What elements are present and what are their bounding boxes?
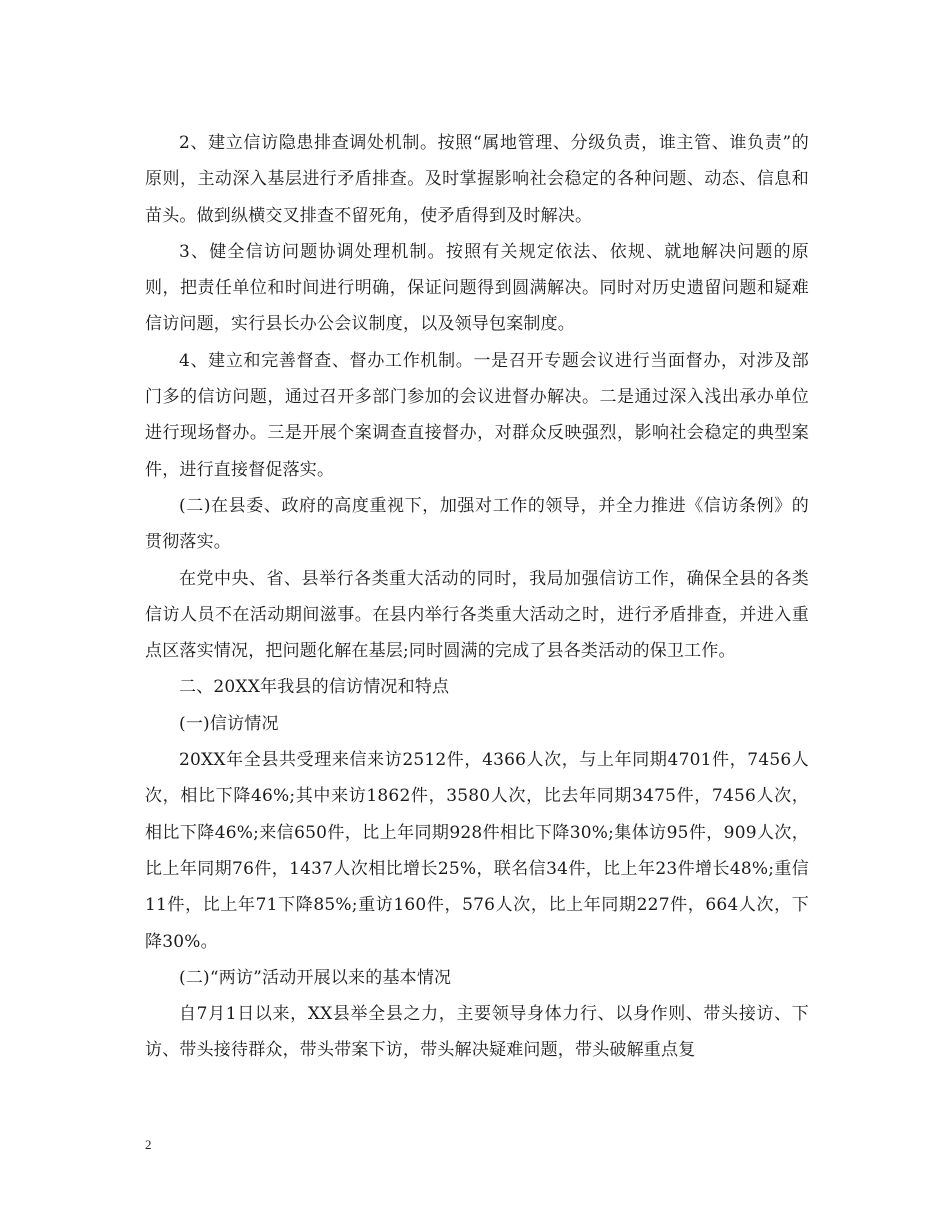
subsection-heading-two-visits: (二)“两访”活动开展以来的基本情况 (179, 967, 452, 988)
paragraph-mechanism-3: 3、健全信访问题协调处理机制。按照有关规定依法、依规、就地解决问题的原则，把责任单位和时间进行明确，保证问题得到圆满解决。同时对历史遗留问题和疑难信访问题，实行县长办公会议制度，以及领导包案制度。 (145, 241, 809, 335)
page-number: 2 (145, 1137, 152, 1152)
paragraph-section-2-heading: (二)在县委、政府的高度重视下，加强对工作的领导，并全力推进《信访条例》的贯彻落实。 (145, 495, 809, 553)
paragraph-major-activities: 在党中央、省、县举行各类重大活动的同时，我局加强信访工作，确保全县的各类信访人员不在活动期间滋事。在县内举行各类重大活动之时，进行矛盾排查，并进入重点区落实情况，把问题化解在基层;同时圆满的完成了县各类活动的保卫工作。 (145, 568, 809, 662)
section-heading-petition-situation: 二、20XX年我县的信访情况和特点 (179, 677, 450, 698)
paragraph-mechanism-4: 4、建立和完善督查、督办工作机制。一是召开专题会议进行当面督办，对涉及部门多的信访问题，通过召开多部门参加的会议进督办解决。二是通过深入浅出承办单位进行现场督办。三是开展个案调查直接督办，对群众反映强烈，影响社会稳定的典型案件，进行直接督促落实。 (145, 350, 809, 480)
paragraph-mechanism-2: 2、建立信访隐患排查调处机制。按照“属地管理、分级负责，谁主管、谁负责”的原则，主动深入基层进行矛盾排查。及时掌握影响社会稳定的各种问题、动态、信息和苗头。做到纵横交叉排查不留死角，使矛盾得到及时解决。 (145, 133, 809, 226)
subsection-heading-petition-status: (一)信访情况 (179, 713, 279, 734)
paragraph-two-visits-basic: 自7月1日以来，XX县举全县之力，主要领导身体力行、以身作则、带头接访、下访、带头接待群众，带头带案下访，带头解决疑难问题，带头破解重点复 (145, 1004, 809, 1061)
document-body (145, 125, 809, 1069)
paragraph-petition-statistics: 20XX年全县共受理来信来访2512件，4366人次，与上年同期4701件，7456人次，相比下降46%;其中来访1862件，3580人次，比去年同期3475件，7456人次，相比下降46%;来信650件，比上年同期928件相比下降30%;集体访95件，909人次，比上年同期76件，1437人次相比增长25%，联名信34件，比上年23件增长48%;重信11件，比上年71下降85%;重访160件，576人次，比上年同期227件，664人次，下降30%。 (145, 750, 809, 952)
